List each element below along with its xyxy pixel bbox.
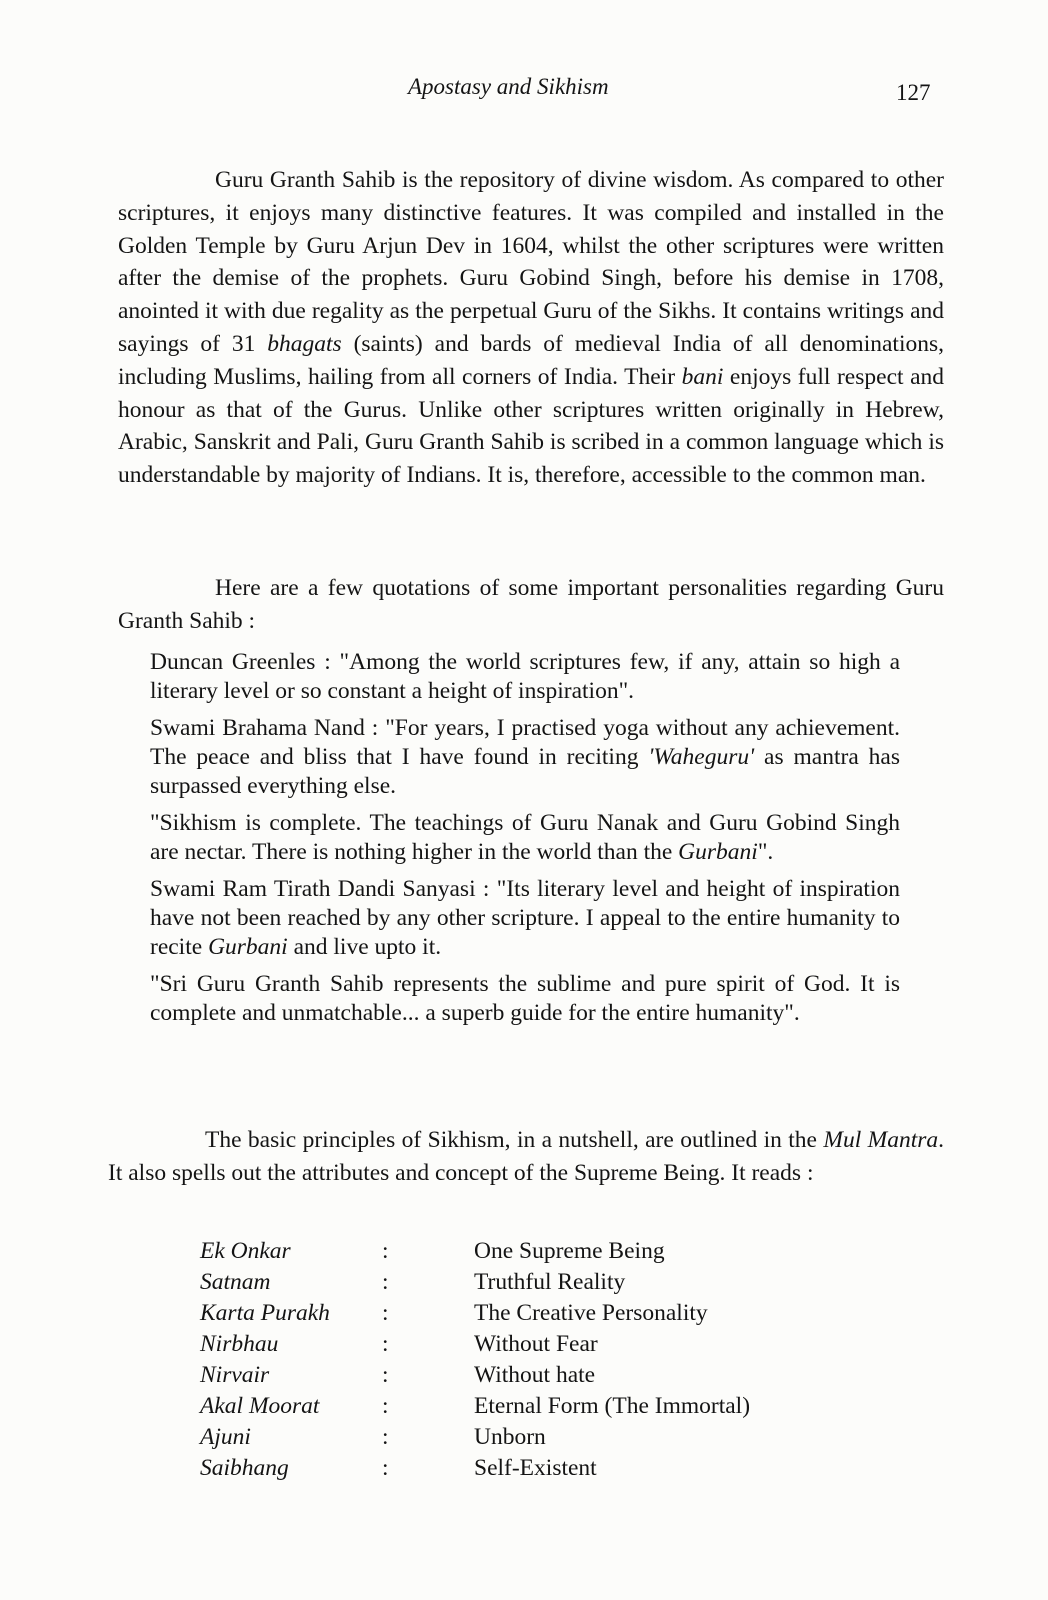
mantra-separator: : bbox=[382, 1455, 389, 1481]
mul-mantra-row bbox=[200, 1453, 834, 1484]
quote-sikhism-complete bbox=[150, 809, 900, 867]
mantra-meaning: Without Fear bbox=[474, 1331, 598, 1357]
mantra-term: Ajuni bbox=[200, 1424, 251, 1450]
mantra-meaning: One Supreme Being bbox=[474, 1238, 665, 1264]
quote-complete-text-2: ". bbox=[757, 839, 774, 865]
quote-swami-ram-tirath bbox=[150, 875, 900, 962]
mul-mantra-row bbox=[200, 1329, 834, 1360]
term-bhagats: bhagats bbox=[267, 330, 342, 357]
mantra-meaning: Truthful Reality bbox=[474, 1269, 626, 1295]
mantra-term: Nirbhau bbox=[200, 1331, 279, 1357]
mantra-term: Saibhang bbox=[200, 1455, 289, 1481]
mantra-term: Satnam bbox=[200, 1269, 271, 1295]
term-bani: bani bbox=[681, 363, 724, 390]
mantra-term: Akal Moorat bbox=[200, 1393, 320, 1419]
running-title: Apostasy and Sikhism bbox=[408, 74, 609, 99]
quote-tirath-text-1: Swami Ram Tirath Dandi Sanyasi : "Its literary level and height of inspiration have not been reached by any other scripture. I appeal to the entire humanity to recite bbox=[150, 876, 900, 960]
mul-mantra-row bbox=[200, 1360, 834, 1391]
mantra-separator: : bbox=[382, 1331, 389, 1357]
mantra-separator: : bbox=[382, 1424, 389, 1450]
mantra-separator: : bbox=[382, 1238, 389, 1264]
term-gurbani: Gurbani bbox=[208, 934, 288, 960]
mantra-term: Karta Purakh bbox=[200, 1300, 330, 1326]
mul-mantra-row bbox=[200, 1391, 834, 1422]
mul-mantra-row bbox=[200, 1236, 834, 1267]
term-mul-mantra: Mul Mantra bbox=[823, 1127, 939, 1153]
quote-duncan-greenles: Duncan Greenles : "Among the world scriptures few, if any, attain so high a literary level or so constant a height of inspiration". bbox=[150, 649, 900, 704]
paragraph-quotations-intro: Here are a few quotations of some important personalities regarding Guru Granth Sahib : bbox=[118, 575, 944, 634]
quote-tirath-text-2: and live upto it. bbox=[287, 934, 442, 960]
mantra-separator: : bbox=[382, 1393, 389, 1419]
mantra-meaning: The Creative Personality bbox=[474, 1300, 708, 1326]
mantra-term: Nirvair bbox=[200, 1362, 270, 1388]
mul-intro-text-2: . It also spells out the attributes and concept of the Supreme Being. It reads : bbox=[108, 1127, 944, 1186]
quote-sublime-spirit: "Sri Guru Granth Sahib represents the sublime and pure spirit of God. It is complete and unmatchable... a superb guide for the entire humanity". bbox=[150, 971, 900, 1026]
page-number: 127 bbox=[896, 80, 931, 105]
paragraph-intro bbox=[118, 164, 944, 492]
mantra-term: Ek Onkar bbox=[200, 1238, 291, 1264]
quotations-block bbox=[150, 648, 900, 1036]
term-gurbani: Gurbani bbox=[678, 839, 758, 865]
mantra-meaning: Eternal Form (The Immortal) bbox=[474, 1393, 751, 1419]
mantra-meaning: Self-Existent bbox=[474, 1455, 597, 1481]
mantra-separator: : bbox=[382, 1269, 389, 1295]
intro-text-2: (saints) and bards of medieval India of all denominations, including Muslims, hailing from all corners of India. Their bbox=[118, 330, 944, 390]
mantra-separator: : bbox=[382, 1300, 389, 1326]
mul-mantra-row bbox=[200, 1267, 834, 1298]
mul-mantra-table bbox=[200, 1236, 834, 1484]
intro-text-3: enjoys full respect and honour as that of the Gurus. Unlike other scriptures written originally in Hebrew, Arabic, Sanskrit and Pali, Guru Granth Sahib is scribed in a common language which is understandable by majority of Indians. It is, therefore, accessible to the common man. bbox=[118, 363, 944, 489]
mantra-meaning: Without hate bbox=[474, 1362, 596, 1388]
quote-complete-text-1: "Sikhism is complete. The teachings of Guru Nanak and Guru Gobind Singh are nectar. There is nothing higher in the world than the bbox=[150, 810, 900, 865]
paragraph-mul-mantra-intro bbox=[108, 1124, 944, 1190]
quote-swami-brahama-nand bbox=[150, 714, 900, 801]
quote-brahama-text-1: Swami Brahama Nand : "For years, I practised yoga without any achievement. The peace and bliss that I have found in reciting bbox=[150, 715, 900, 770]
mantra-meaning: Unborn bbox=[474, 1424, 546, 1450]
mul-mantra-row bbox=[200, 1422, 834, 1453]
mantra-separator: : bbox=[382, 1362, 389, 1388]
term-waheguru: 'Waheguru' bbox=[648, 744, 755, 770]
intro-text-1: Guru Granth Sahib is the repository of divine wisdom. As compared to other scriptures, it enjoys many distinctive features. It was compiled and installed in the Golden Temple by Guru Arjun Dev in 1604, whilst the other scriptures were written after the demise of the prophets. Guru Gobind Singh, before his demise in 1708, anointed it with due regality as the perpetual Guru of the Sikhs. It contains writings and sayings of 31 bbox=[118, 167, 944, 357]
mul-intro-text-1: The basic principles of Sikhism, in a nutshell, are outlined in the bbox=[205, 1127, 824, 1153]
mul-mantra-row bbox=[200, 1298, 834, 1329]
quote-brahama-text-2: as mantra has surpassed everything else. bbox=[150, 744, 900, 799]
